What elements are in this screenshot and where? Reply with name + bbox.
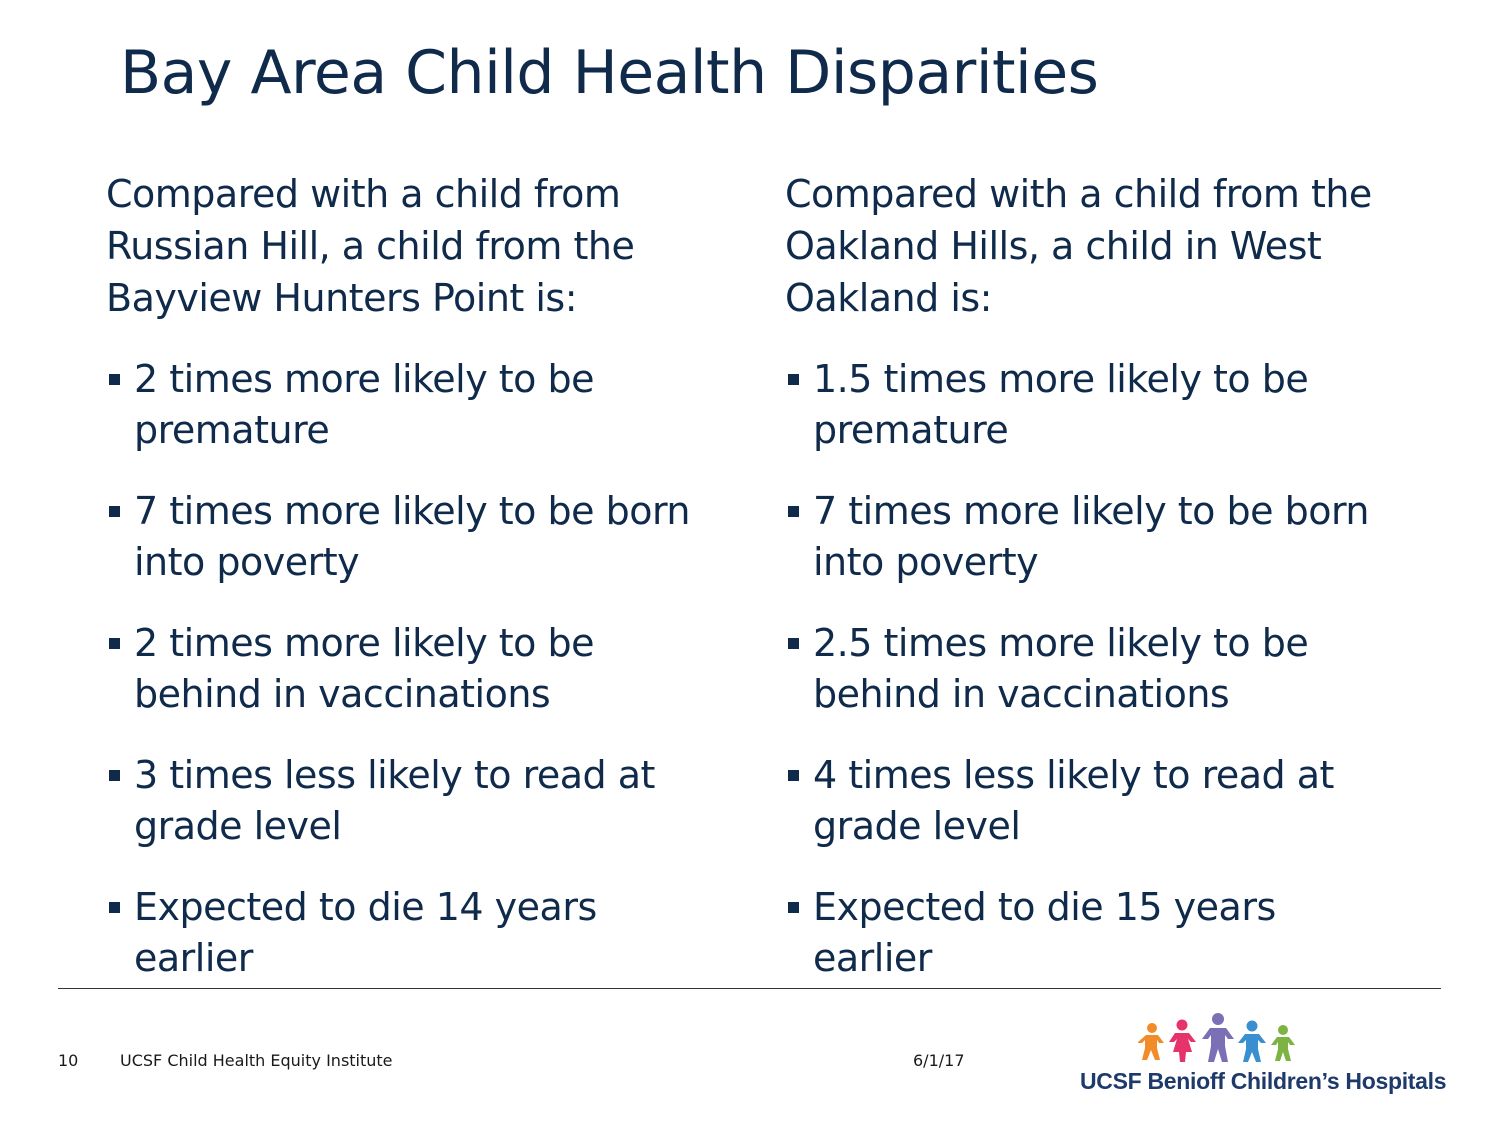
bullet-text: 2 times more likely to be premature (134, 357, 594, 452)
slide-title: Bay Area Child Health Disparities (120, 38, 1099, 108)
children-holding-hands-icon (1138, 1012, 1303, 1064)
square-bullet-icon (788, 374, 799, 385)
square-bullet-icon (788, 902, 799, 913)
right-bullet-list (785, 354, 1385, 984)
page-number: 10 (58, 1051, 79, 1070)
list-item (106, 618, 706, 720)
bullet-text: 2.5 times more likely to be behind in vaccinations (813, 621, 1309, 716)
square-bullet-icon (109, 770, 120, 781)
square-bullet-icon (109, 374, 120, 385)
list-item (785, 354, 1385, 456)
bullet-text: 7 times more likely to be born into poverty (813, 489, 1369, 584)
logo-wordmark: UCSF Benioff Children’s Hospitals (1080, 1068, 1447, 1094)
bullet-text: Expected to die 14 years earlier (134, 885, 597, 980)
ucsf-benioff-logo (1078, 1012, 1448, 1102)
list-item (106, 486, 706, 588)
list-item (785, 618, 1385, 720)
list-item (785, 750, 1385, 852)
bullet-text: 3 times less likely to read at grade level (134, 753, 655, 848)
square-bullet-icon (788, 506, 799, 517)
square-bullet-icon (788, 638, 799, 649)
bullet-text: 7 times more likely to be born into poverty (134, 489, 690, 584)
bullet-text: Expected to die 15 years earlier (813, 885, 1276, 980)
right-intro: Compared with a child from the Oakland Hills, a child in West Oakland is: (785, 172, 1372, 320)
left-intro: Compared with a child from Russian Hill, a child from the Bayview Hunters Point is: (106, 172, 635, 320)
list-item (785, 882, 1385, 984)
square-bullet-icon (109, 902, 120, 913)
left-column (106, 168, 706, 1014)
footer-date: 6/1/17 (913, 1051, 965, 1070)
bullet-text: 1.5 times more likely to be premature (813, 357, 1309, 452)
list-item (785, 486, 1385, 588)
list-item (106, 354, 706, 456)
list-item (106, 882, 706, 984)
left-bullet-list (106, 354, 706, 984)
square-bullet-icon (109, 506, 120, 517)
square-bullet-icon (109, 638, 120, 649)
right-column (785, 168, 1385, 1014)
square-bullet-icon (788, 770, 799, 781)
footer-divider (58, 988, 1441, 989)
footer-organization: UCSF Child Health Equity Institute (120, 1051, 393, 1070)
list-item (106, 750, 706, 852)
bullet-text: 2 times more likely to be behind in vaccinations (134, 621, 594, 716)
bullet-text: 4 times less likely to read at grade level (813, 753, 1334, 848)
